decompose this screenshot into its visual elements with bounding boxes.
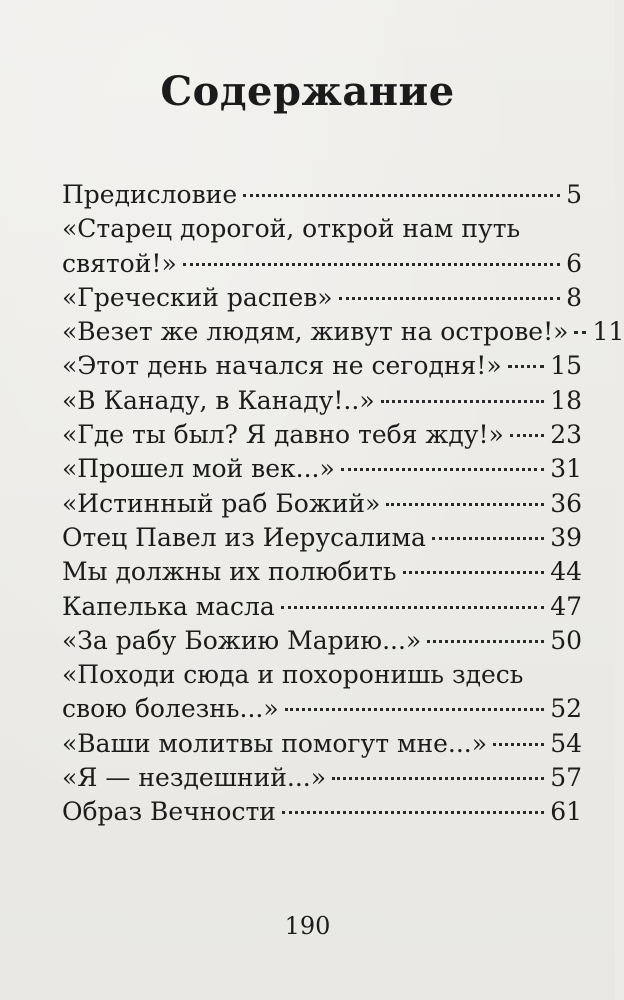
toc-entry (62, 795, 582, 829)
toc-entry (62, 349, 582, 383)
toc-entry-title: «Ваши молитвы помогут мне...» (62, 728, 488, 758)
dot-leader (427, 640, 544, 643)
dot-leader (285, 708, 545, 711)
toc-entry (62, 247, 582, 281)
toc-entry-page: 54 (550, 728, 582, 758)
toc-entry-title: «Истинный раб Божий» (62, 488, 381, 518)
toc-entry-page: 15 (550, 351, 582, 381)
toc-entry-page: 44 (550, 557, 582, 587)
dot-leader (574, 331, 586, 334)
toc-entry-page: 61 (550, 797, 582, 827)
toc-entry (62, 624, 582, 658)
toc-entry-page: 36 (550, 488, 582, 518)
toc-entry (62, 555, 582, 589)
toc-entry-title: свою болезнь...» (62, 694, 279, 724)
toc-entry-page: 6 (566, 248, 582, 278)
dot-leader (341, 468, 544, 471)
toc-entry-title: «Везет же людям, живут на острове!» (62, 317, 569, 347)
toc-entry-page: 11 (592, 317, 624, 347)
dot-leader (282, 811, 544, 814)
dot-leader (381, 400, 545, 403)
dot-leader (281, 606, 544, 609)
toc-entry-title: «Прошел мой век...» (62, 454, 335, 484)
dot-leader (493, 743, 544, 746)
toc-entry-title: «В Канаду, в Канаду!..» (62, 385, 375, 415)
toc-entry (62, 315, 624, 349)
toc-entry-page: 57 (550, 763, 582, 793)
toc-entry-title: «Я — нездешний...» (62, 763, 327, 793)
toc-entry (62, 384, 582, 418)
toc-entry-page: 5 (566, 180, 582, 209)
toc-entry-title-line1: «Старец дорогой, открой нам путь (62, 214, 521, 244)
toc-entry-title: святой!» (62, 248, 177, 278)
toc-entry-title: Предисловие (62, 180, 238, 209)
toc-entry-page: 18 (550, 385, 582, 415)
toc-entry (62, 178, 582, 212)
toc-entry-title: Капелька масла (62, 591, 275, 621)
toc-entry-title: «Этот день начался не сегодня!» (62, 351, 502, 381)
toc-entry (62, 761, 582, 795)
dot-leader (403, 571, 545, 574)
toc-entry (62, 418, 582, 452)
dot-leader (386, 503, 544, 506)
page-title: Содержание (160, 68, 455, 115)
dot-leader (183, 263, 560, 266)
toc-entry (62, 452, 582, 486)
toc-entry (62, 692, 582, 726)
toc-entry-page: 31 (550, 454, 582, 484)
toc-entry-page: 52 (550, 694, 582, 724)
toc-entry-page: 23 (550, 420, 582, 450)
dot-leader (432, 537, 544, 540)
dot-leader (510, 434, 544, 437)
toc-entry (62, 590, 582, 624)
toc-entry-title: Отец Павел из Иерусалима (62, 522, 426, 552)
toc-entry-page: 8 (566, 282, 582, 312)
toc-entry-title: «Греческий распев» (62, 282, 333, 312)
dot-leader (332, 777, 544, 780)
dot-leader (508, 365, 545, 368)
toc-entry-title: Мы должны их полюбить (62, 557, 397, 587)
toc-entry-page: 50 (550, 625, 582, 655)
dot-leader (243, 194, 560, 197)
toc-entry (62, 521, 582, 555)
toc-entry-page: 39 (550, 522, 582, 552)
page-number: 190 (284, 912, 331, 940)
toc-entry (62, 487, 582, 521)
toc-entry-title: «Где ты был? Я давно тебя жду!» (62, 420, 504, 450)
table-of-contents (62, 178, 624, 830)
toc-entry-page: 47 (550, 591, 582, 621)
toc-entry (62, 281, 582, 315)
toc-entry-title: Образ Вечности (62, 797, 276, 827)
dot-leader (339, 297, 560, 300)
toc-entry (62, 727, 582, 761)
toc-entry-title-line1: «Походи сюда и похоронишь здесь (62, 660, 524, 690)
toc-entry-title: «За рабу Божию Марию...» (62, 625, 422, 655)
